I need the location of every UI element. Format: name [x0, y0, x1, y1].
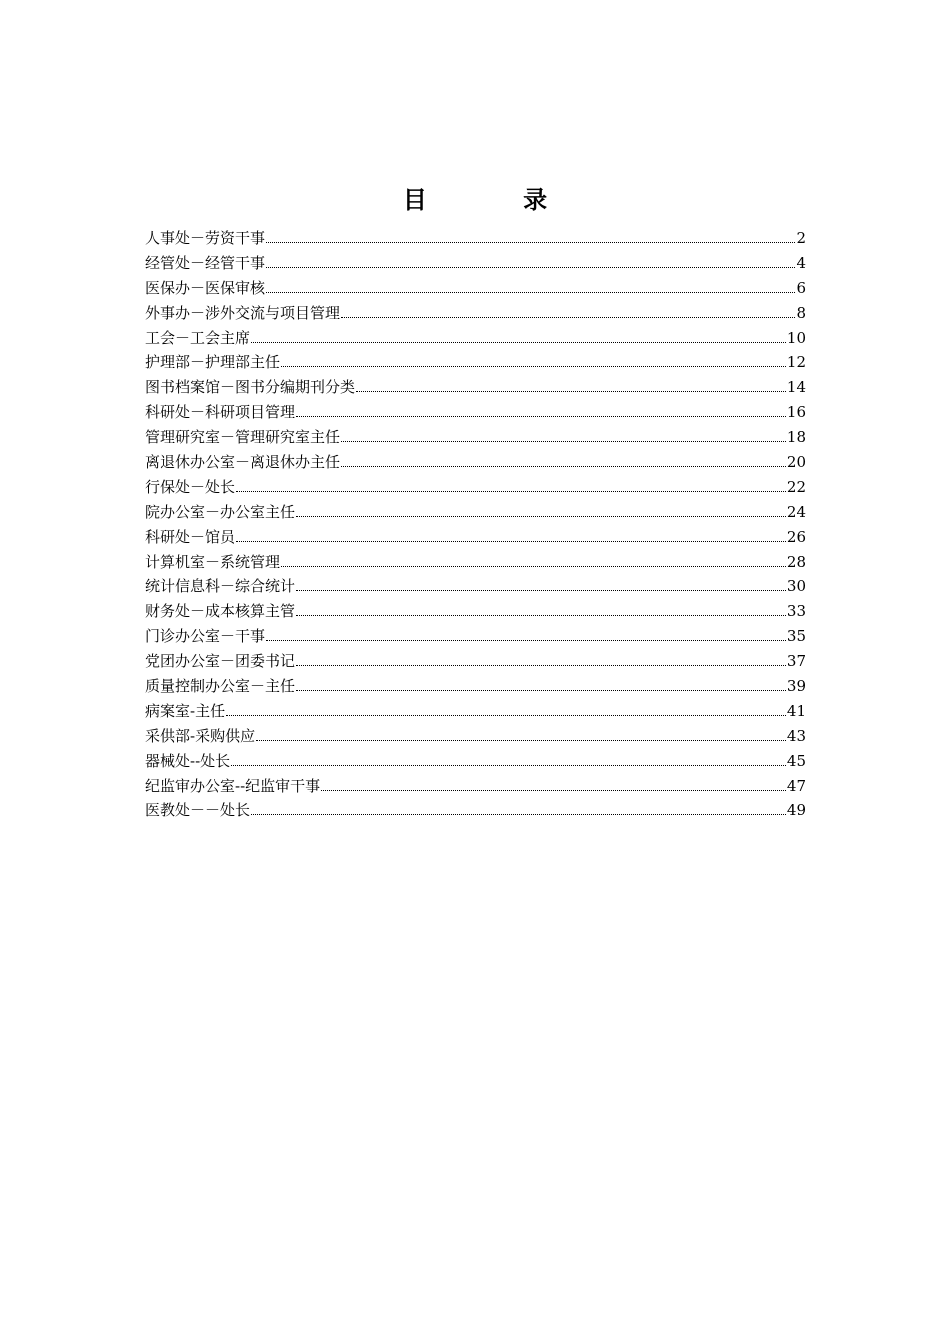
toc-entry-label: 人事处－劳资干事: [145, 229, 266, 247]
toc-dot-leader: [266, 639, 786, 641]
toc-entry[interactable]: [145, 251, 806, 276]
toc-entry-page-number: 26: [786, 527, 806, 546]
toc-dot-leader: [251, 813, 786, 815]
toc-entry[interactable]: [145, 550, 806, 575]
toc-dot-leader: [296, 589, 786, 591]
toc-entry-label: 采供部-采购供应: [145, 726, 256, 745]
toc-entry[interactable]: [145, 525, 806, 550]
toc-entry[interactable]: [145, 699, 806, 724]
toc-entry-label: 医保办－医保审核: [145, 278, 266, 297]
toc-dot-leader: [296, 689, 786, 691]
toc-entry-page-number: 12: [786, 353, 806, 372]
toc-entry-label: 门诊办公室－干事: [145, 627, 266, 646]
toc-entry[interactable]: [145, 475, 806, 500]
toc-entry-page-number: 41: [786, 701, 806, 720]
toc-entry-page-number: 30: [786, 577, 806, 596]
toc-entry[interactable]: [145, 326, 806, 351]
toc-dot-leader: [281, 565, 786, 567]
toc-dot-leader: [341, 316, 795, 318]
toc-entry-label: 经管处－经管干事: [145, 253, 266, 272]
toc-entry-label: 行保处－处长: [145, 477, 236, 496]
toc-entry[interactable]: [145, 674, 806, 699]
toc-entry[interactable]: [145, 798, 806, 823]
toc-entry[interactable]: [145, 276, 806, 301]
toc-entry-label: 器械处--处长: [145, 751, 231, 770]
toc-dot-leader: [296, 515, 786, 517]
toc-entry-label: 外事办－涉外交流与项目管理: [145, 303, 341, 322]
toc-entry-label: 工会－工会主席: [145, 328, 251, 347]
toc-entry-page-number: 28: [786, 552, 806, 571]
toc-entry[interactable]: [145, 350, 806, 375]
toc-entry-label: 管理研究室－管理研究室主任: [145, 428, 341, 447]
toc-entry-label: 院办公室－办公室主任: [145, 502, 296, 521]
toc-entry[interactable]: [145, 649, 806, 674]
toc-entry-label: 科研处－馆员: [145, 527, 236, 546]
toc-entry-page-number: 37: [786, 652, 806, 671]
toc-entry[interactable]: [145, 450, 806, 475]
toc-entry-page-number: 10: [786, 328, 806, 347]
toc-entry[interactable]: [145, 574, 806, 599]
toc-entry[interactable]: [145, 375, 806, 400]
toc-entry[interactable]: [145, 599, 806, 624]
toc-dot-leader: [296, 664, 786, 666]
toc-entry-label: 统计信息科－综合统计: [145, 577, 296, 596]
toc-entry-label: 质量控制办公室－主任: [145, 677, 296, 696]
toc-entry-label: 计算机室－系统管理: [145, 552, 281, 571]
toc-dot-leader: [251, 341, 786, 343]
toc-entry-page-number: 49: [786, 801, 806, 820]
toc-dot-leader: [266, 266, 795, 268]
toc-entry-page-number: 43: [786, 726, 806, 745]
toc-entry-page-number: 39: [786, 677, 806, 696]
toc-entry-page-number: 4: [796, 253, 806, 272]
toc-entry-page-number: 18: [786, 428, 806, 447]
toc-entry[interactable]: [145, 749, 806, 774]
toc-dot-leader: [231, 764, 786, 766]
toc-entry-page-number: 45: [786, 751, 806, 770]
toc-entry[interactable]: [145, 724, 806, 749]
toc-dot-leader: [341, 440, 786, 442]
toc-dot-leader: [356, 390, 786, 392]
toc-entry-page-number: 16: [786, 403, 806, 422]
toc-dot-leader: [266, 291, 795, 293]
toc-dot-leader: [256, 739, 786, 741]
toc-entry[interactable]: [145, 500, 806, 525]
toc-list: [145, 226, 806, 823]
toc-entry-label: 医教处－－处长: [145, 801, 251, 820]
toc-entry-page-number: 47: [786, 776, 806, 795]
toc-entry-label: 图书档案馆－图书分编期刊分类: [145, 378, 356, 397]
toc-dot-leader: [236, 540, 786, 542]
toc-entry-label: 党团办公室－团委书记: [145, 652, 296, 671]
toc-entry-page-number: 14: [786, 378, 806, 397]
toc-dot-leader: [266, 241, 795, 243]
toc-entry-page-number: 35: [786, 627, 806, 646]
toc-entry-label: 财务处－成本核算主管: [145, 602, 296, 621]
toc-dot-leader: [281, 365, 786, 367]
toc-dot-leader: [296, 614, 786, 616]
toc-entry[interactable]: [145, 400, 806, 425]
toc-entry-page-number: 24: [786, 502, 806, 521]
toc-entry-label: 病案室-主任: [145, 701, 226, 720]
toc-dot-leader: [341, 465, 786, 467]
toc-dot-leader: [226, 714, 786, 716]
toc-entry-label: 科研处－科研项目管理: [145, 403, 296, 422]
toc-entry[interactable]: [145, 301, 806, 326]
toc-title: 目 录: [402, 185, 592, 214]
toc-entry[interactable]: [145, 425, 806, 450]
toc-entry-page-number: 2: [796, 229, 806, 247]
toc-entry-page-number: 22: [786, 477, 806, 496]
toc-dot-leader: [236, 490, 786, 492]
toc-entry-label: 纪监审办公室--纪监审干事: [145, 776, 321, 795]
toc-entry-page-number: 6: [796, 278, 806, 297]
toc-entry-page-number: 20: [786, 453, 806, 472]
toc-entry[interactable]: [145, 226, 806, 251]
toc-entry-label: 护理部－护理部主任: [145, 353, 281, 372]
toc-entry-label: 离退休办公室－离退休办主任: [145, 453, 341, 472]
toc-dot-leader: [296, 415, 786, 417]
toc-dot-leader: [321, 789, 786, 791]
toc-entry-page-number: 33: [786, 602, 806, 621]
toc-entry[interactable]: [145, 624, 806, 649]
toc-entry[interactable]: [145, 774, 806, 799]
toc-entry-page-number: 8: [796, 303, 806, 322]
